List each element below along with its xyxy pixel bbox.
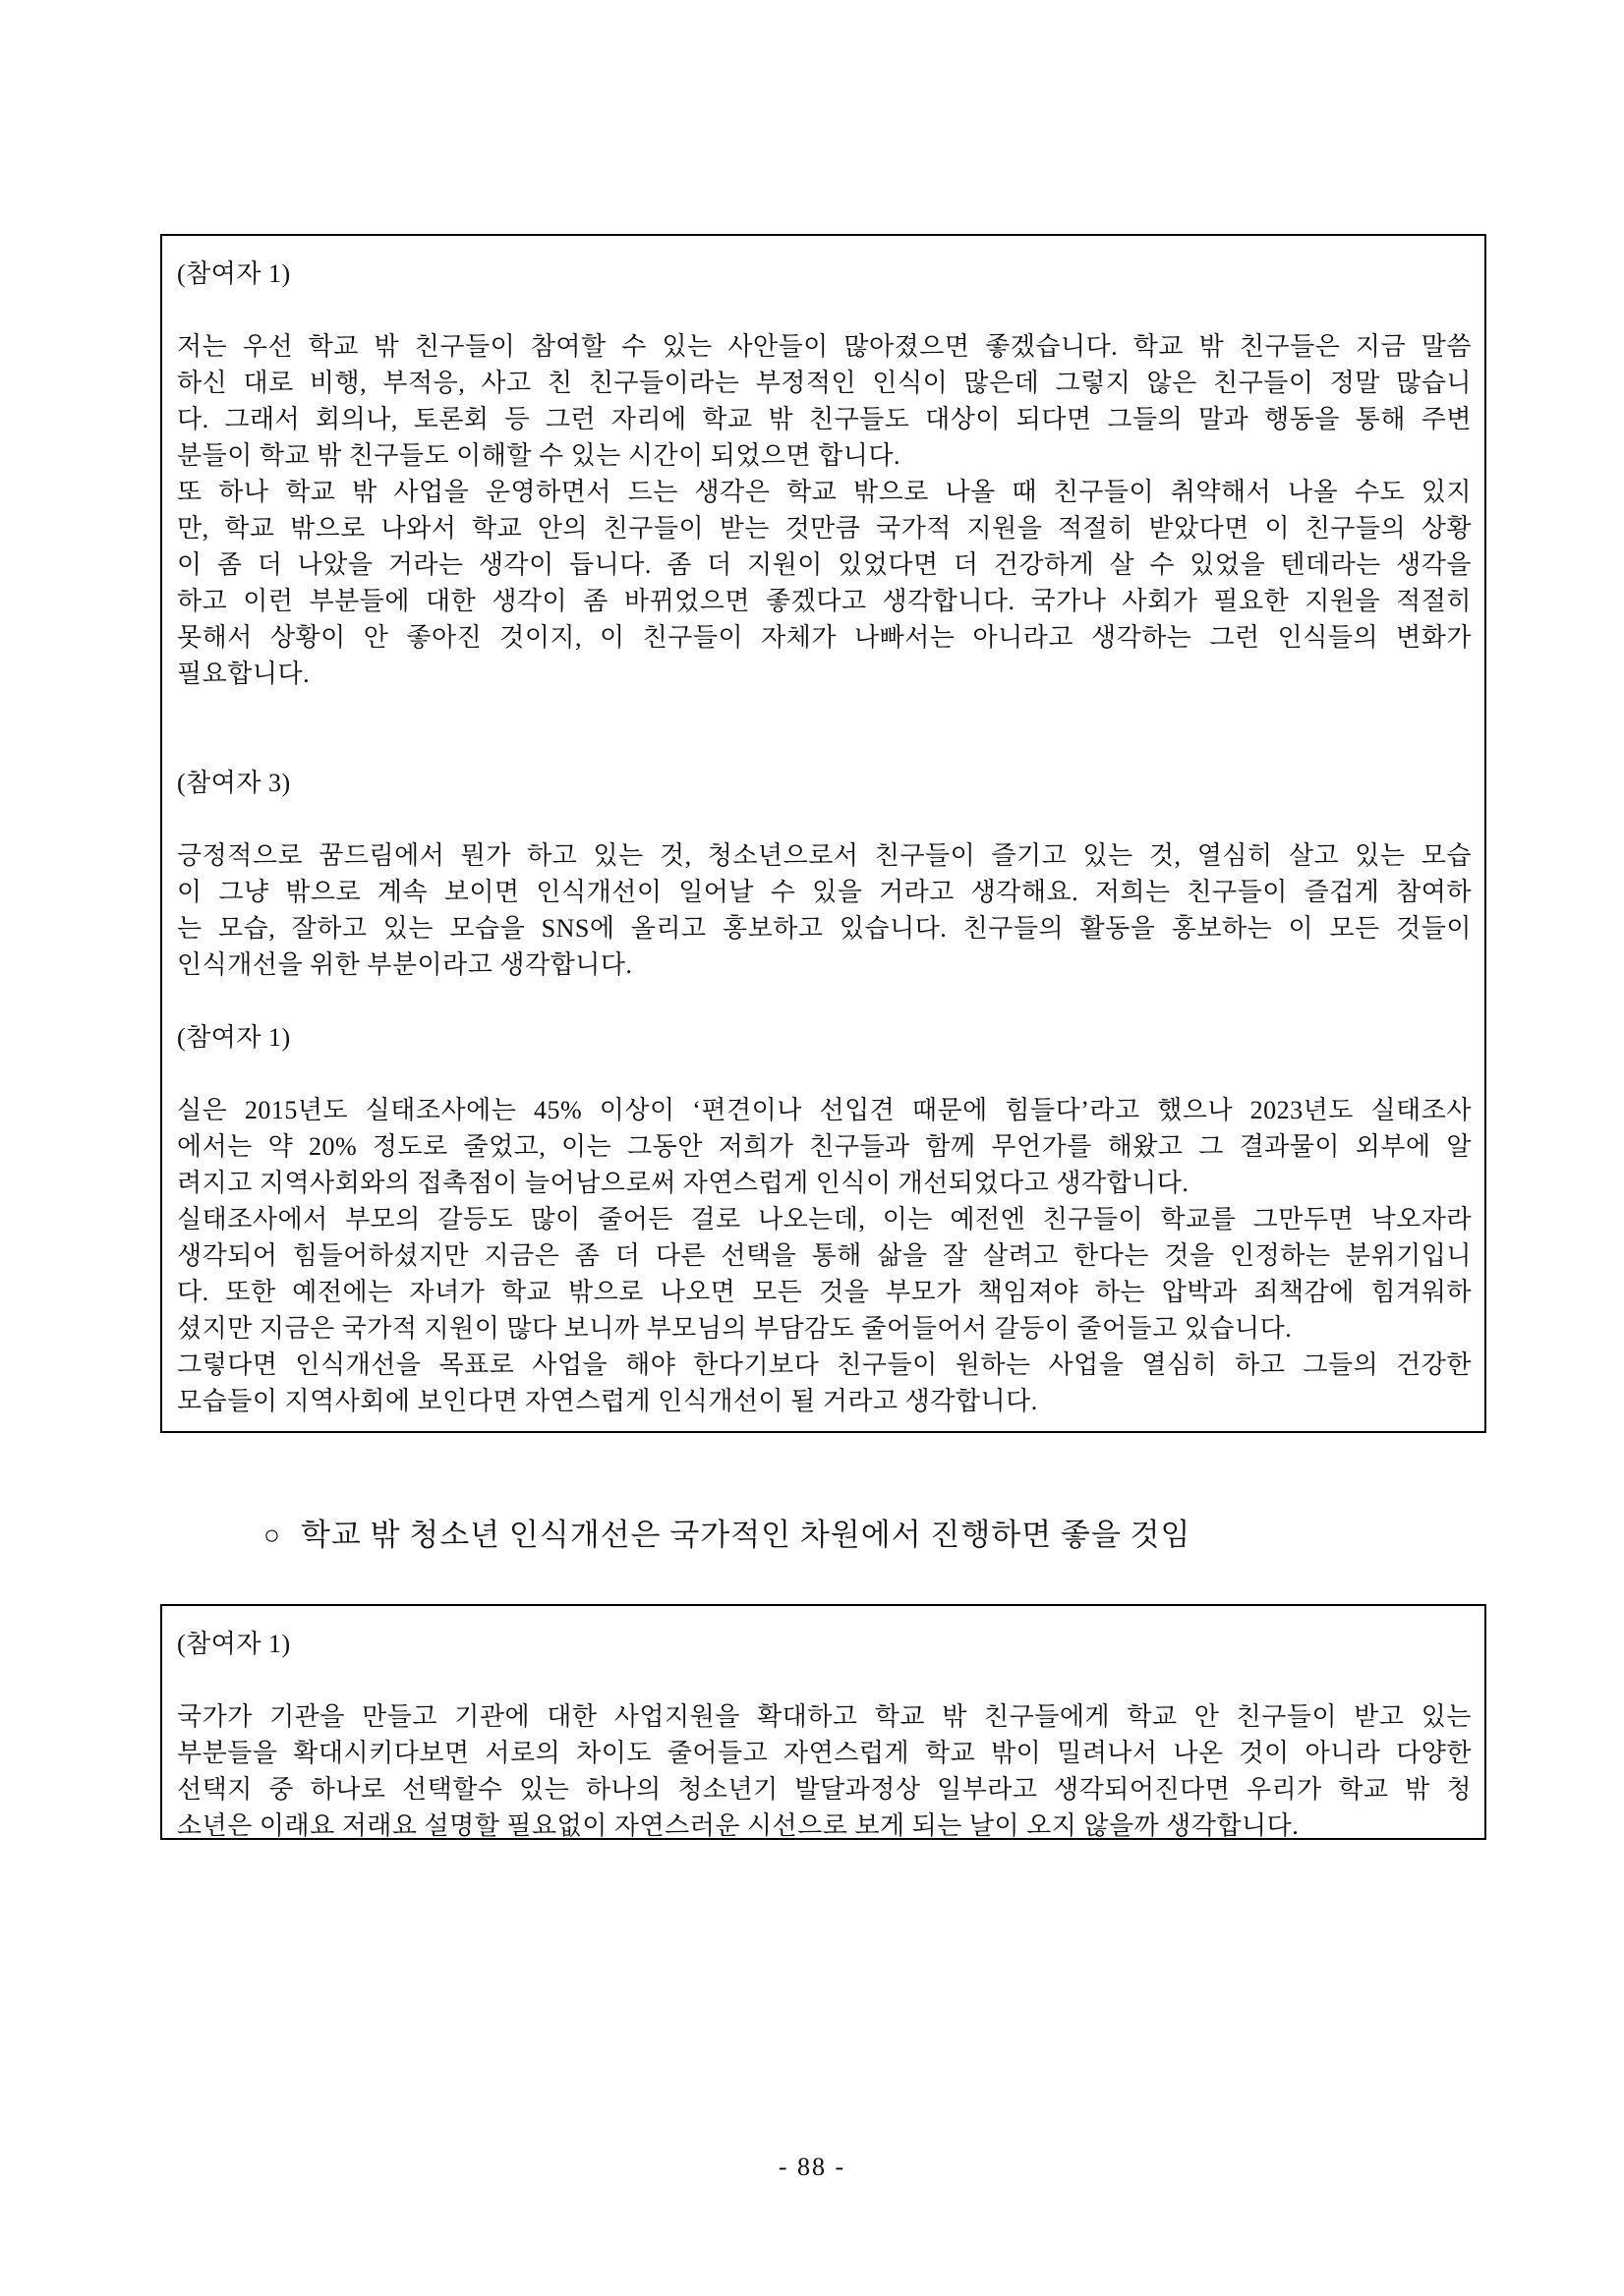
paragraph-line: 이 그냥 밖으로 계속 보이면 인식개선이 일어날 수 있을 거라고 생각해요. 저희는 친구들이 즐겁게 참여하 <box>177 878 1472 906</box>
paragraph-line: 셨지만 지금은 국가적 지원이 많다 보니까 부모님의 부담감도 줄어들어서 갈등이 줄어들고 있습니다. <box>177 1314 1293 1343</box>
paragraph-line: 이 좀 더 나았을 거라는 생각이 듭니다. 좀 더 지원이 있었다면 더 건강하게 살 수 있었을 텐데라는 생각을 <box>177 550 1472 579</box>
paragraph-line: 다. 또한 예전에는 자녀가 학교 밖으로 나오면 모든 것을 부모가 책임져야 하는 압박과 죄책감에 힘겨워하 <box>177 1278 1472 1306</box>
paragraph-line: 선택지 중 하나로 선택할수 있는 하나의 청소년기 발달과정상 일부라고 생각되어진다면 우리가 학교 밖 청 <box>177 1775 1472 1804</box>
paragraph-line: 그렇다면 인식개선을 목표로 사업을 해야 한다기보다 친구들이 원하는 사업을 열심히 하고 그들의 건강한 <box>177 1350 1472 1379</box>
blank-line <box>177 292 1472 328</box>
paragraph-line: 부분들을 확대시키다보면 서로의 차이도 줄어들고 자연스럽게 학교 밖이 밀려나서 나온 것이 아니라 다양한 <box>177 1739 1472 1767</box>
heading-text: 학교 밖 청소년 인식개선은 국가적인 차원에서 진행하면 좋을 것임 <box>300 1518 1191 1552</box>
paragraph-line: 국가가 기관을 만들고 기관에 대한 사업지원을 확대하고 학교 밖 친구들에게 학교 안 친구들이 받고 있는 <box>177 1702 1472 1731</box>
page-number: - 88 - <box>778 2152 846 2181</box>
paragraph-line: 려지고 지역사회와의 접촉점이 늘어남으로써 자연스럽게 인식이 개선되었다고 생각합니다. <box>177 1169 1189 1197</box>
speaker-label: (참여자 1) <box>177 1630 291 1658</box>
paragraph-line: 는 모습, 잘하고 있는 모습을 SNS에 올리고 홍보하고 있습니다. 친구들의 활동을 홍보하는 이 모든 것들이 <box>177 914 1472 943</box>
paragraph-line: 필요합니다. <box>177 660 311 688</box>
blank-line <box>177 692 1472 728</box>
paragraph-line: 실은 2015년도 실태조사에는 45% 이상이 ‘편견이나 선입견 때문에 힘들다’라고 했으나 2023년도 실태조사 <box>177 1096 1472 1124</box>
paragraph-line: 만, 학교 밖으로 나와서 학교 안의 친구들이 받는 것만큼 국가적 지원을 적절히 받았다면 이 친구들의 상황 <box>177 514 1472 543</box>
blank-line <box>177 1662 1472 1698</box>
paragraph-line: 긍정적으로 꿈드림에서 뭔가 하고 있는 것, 청소년으로서 친구들이 즐기고 있는 것, 열심히 살고 있는 모습 <box>177 841 1472 870</box>
paragraph-line: 인식개선을 위한 부분이라고 생각합니다. <box>177 950 633 979</box>
paragraph-line: 하고 이런 부분들에 대한 생각이 좀 바뀌었으면 좋겠다고 생각합니다. 국가나 사회가 필요한 지원을 적절히 <box>177 587 1472 615</box>
speaker-label: (참여자 3) <box>177 769 291 797</box>
paragraph-line: 다. 그래서 회의나, 토론회 등 그런 자리에 학교 밖 친구들도 대상이 되다면 그들의 말과 행동을 통해 주변 <box>177 405 1472 433</box>
blank-line <box>177 728 1472 765</box>
paragraph-line: 분들이 학교 밖 친구들도 이해할 수 있는 시간이 되었으면 합니다. <box>177 441 901 470</box>
paragraph-line: 저는 우선 학교 밖 친구들이 참여할 수 있는 사안들이 많아졌으면 좋겠습니다. 학교 밖 친구들은 지금 말씀 <box>177 332 1472 361</box>
paragraph-line: 모습들이 지역사회에 보인다면 자연스럽게 인식개선이 될 거라고 생각합니다. <box>177 1387 1038 1415</box>
paragraph-line: 소년은 이래요 저래요 설명할 필요없이 자연스러운 시선으로 보게 되는 날이 오지 않을까 생각합니다. <box>177 1811 1300 1840</box>
paragraph-line: 생각되어 힘들어하셨지만 지금은 좀 더 다른 선택을 통해 삶을 잘 살려고 한다는 것을 인정하는 분위기입니 <box>177 1241 1472 1270</box>
blank-line <box>177 983 1472 1019</box>
paragraph-line: 실태조사에서 부모의 갈등도 많이 줄어든 걸로 나오는데, 이는 예전엔 친구들이 학교를 그만두면 낙오자라 <box>177 1205 1472 1234</box>
quote-box-participants-2 <box>160 1604 1486 1840</box>
bullet-heading <box>263 1515 1190 1557</box>
blank-line <box>177 1056 1472 1092</box>
paragraph-line: 또 하나 학교 밖 사업을 운영하면서 드는 생각은 학교 밖으로 나올 때 친구들이 취약해서 나올 수도 있지 <box>177 478 1472 506</box>
paragraph-line: 에서는 약 20% 정도로 줄었고, 이는 그동안 저희가 친구들과 함께 무언가를 해왔고 그 결과물이 외부에 알 <box>177 1132 1472 1161</box>
paragraph-line: 못해서 상황이 안 좋아진 것이지, 이 친구들이 자체가 나빠서는 아니라고 생각하는 그런 인식들의 변화가 <box>177 623 1472 652</box>
speaker-label: (참여자 1) <box>177 259 291 288</box>
quote-box-participants-1 <box>160 234 1486 1433</box>
circle-bullet-icon: ○ <box>263 1521 281 1551</box>
blank-line <box>177 801 1472 837</box>
speaker-label: (참여자 1) <box>177 1023 291 1052</box>
paragraph-line: 하신 대로 비행, 부적응, 사고 친 친구들이라는 부정적인 인식이 많은데 그렇지 않은 친구들이 정말 많습니 <box>177 369 1472 397</box>
